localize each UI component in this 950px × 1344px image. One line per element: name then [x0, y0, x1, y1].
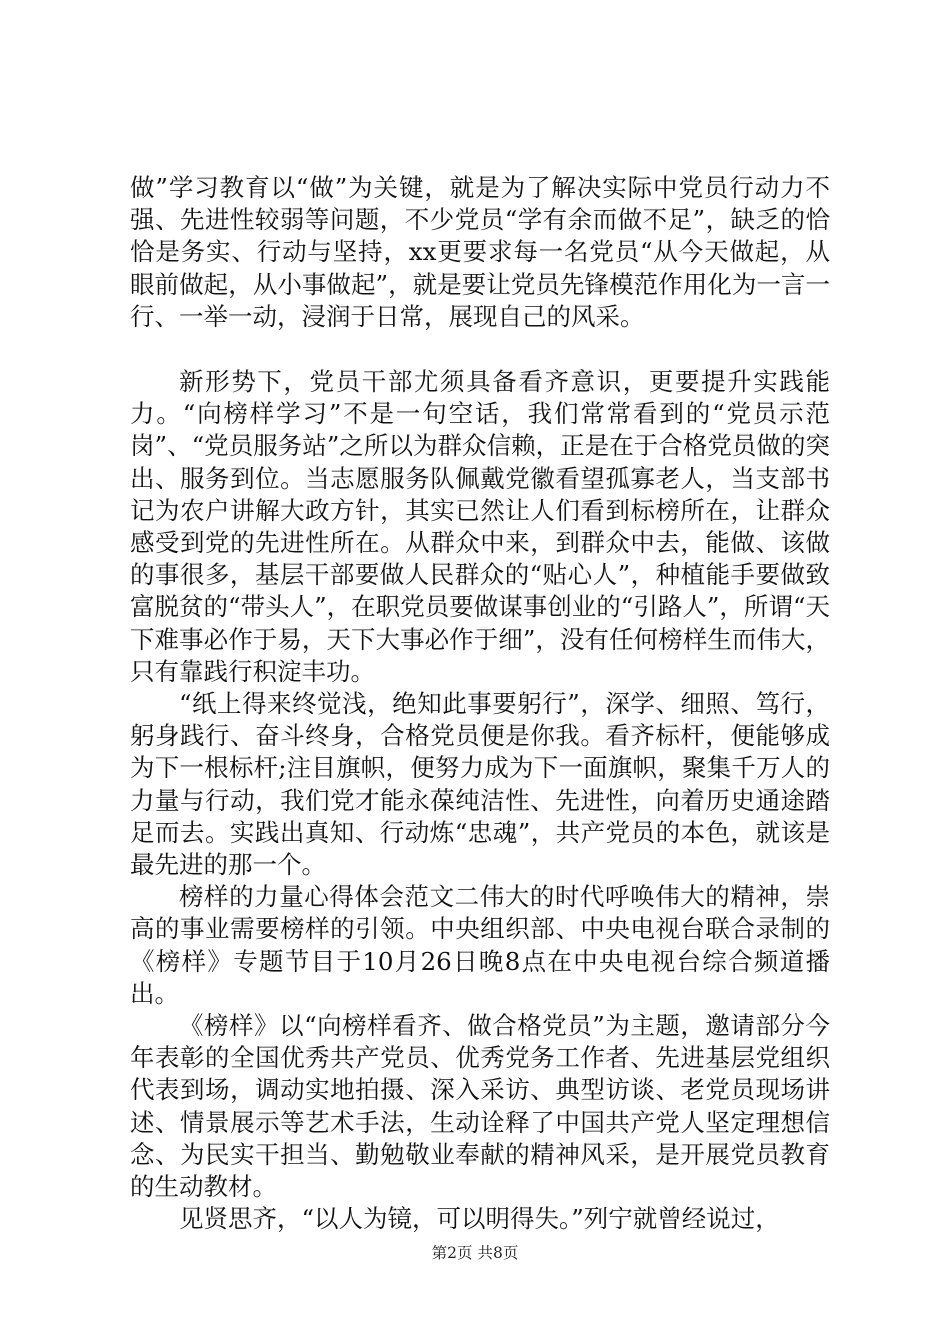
paragraph-6: 见贤思齐，“以人为镜，可以明得失。”列宁就曾经说过， [179, 1204, 780, 1234]
paragraph-4: 榜样的力量心得体会范文二伟大的时代呼唤伟大的精神，崇高的事业需要榜样的引领。中央组织部、中央电视台联合录制的《榜样》专题节目于10月26日晚8点在中央电视台综合频道播出。 [130, 882, 830, 1008]
paragraph-1: 做”学习教育以“做”为关键，就是为了解决实际中党员行动力不强、先进性较弱等问题，不少党员“学有余而做不足”，缺乏的恰恰是务实、行动与坚持，xx更要求每一名党员“从今天做起，从眼前做起，从小事做起”，就是要让党员先锋模范作用化为一言一行、一举一动，浸润于日常，展现自己的风采。 [130, 173, 830, 331]
paragraph-5: 《榜样》以“向榜样看齐、做合格党员”为主题，邀请部分今年表彰的全国优秀共产党员、优秀党务工作者、先进基层党组织代表到场，调动实地拍摄、深入采访、典型访谈、老党员现场讲述、情景展示等艺术手法，生动诠释了中国共产党人坚定理想信念、为民实干担当、勤勉敬业奉献的精神风采，是开展党员教育的生动教材。 [130, 1011, 830, 1202]
document-body [130, 172, 830, 1236]
paragraph-2: 新形势下，党员干部尤须具备看齐意识，更要提升实践能力。“向榜样学习”不是一句空话，我们常常看到的“党员示范岗”、“党员服务站”之所以为群众信赖，正是在于合格党员做的突出、服务到位。当志愿服务队佩戴党徽看望孤寡老人，当支部书记为农户讲解大政方针，其实已然让人们看到标榜所在，让群众感受到党的先进性所在。从群众中来，到群众中去，能做、该做的事很多，基层干部要做人民群众的“贴心人”，种植能手要做致富脱贫的“带头人”，在职党员要做谋事创业的“引路人”，所谓“天下难事必作于易，天下大事必作于细”，没有任何榜样生而伟大，只有靠践行积淀丰功。 [130, 367, 830, 686]
page-number-footer: 第2页 共8页 [431, 1244, 519, 1262]
paragraph-3: “纸上得来终觉浅，绝知此事要躬行”，深学、细照、笃行，躬身践行、奋斗终身，合格党员便是你我。看齐标杆，便能够成为下一根标杆;注目旗帜，便努力成为下一面旗帜，聚集千万人的力量与行动，我们党才能永葆纯洁性、先进性，向着历史通途踏足而去。实践出真知、行动炼“忠魂”，共产党员的本色，就该是最先进的那一个。 [130, 689, 830, 880]
